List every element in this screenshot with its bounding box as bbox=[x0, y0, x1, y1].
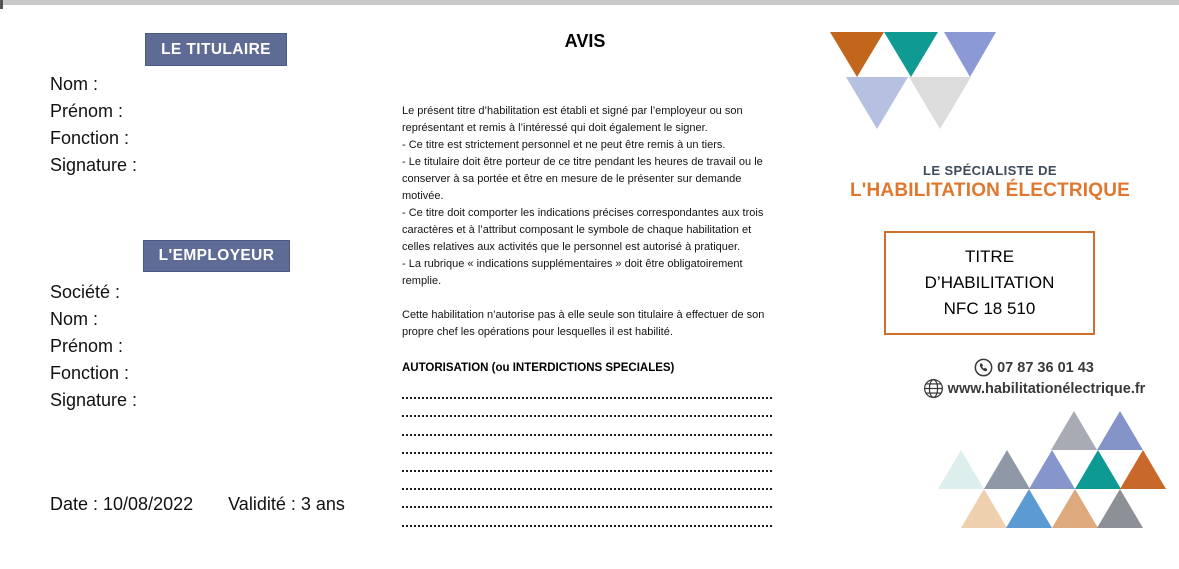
avis-paragraph: - Le titulaire doit être porteur de ce titre pendant les heures de travail ou le conserver à sa portée et être en mesure de le présenter sur demande motivée. bbox=[402, 156, 763, 202]
logo-triangle bbox=[1006, 489, 1052, 528]
holder-section-badge bbox=[145, 33, 287, 66]
avis-paragraph: - La rubrique « indications supplémentaires » doit être obligatoirement remplie. bbox=[402, 258, 743, 287]
employer-firstname-label: Prénom : bbox=[50, 336, 124, 356]
logo-triangle bbox=[1075, 450, 1121, 489]
logo-triangle bbox=[1052, 489, 1098, 528]
globe-icon bbox=[923, 378, 944, 399]
employer-signature-label: Signature : bbox=[50, 390, 138, 410]
holder-fields bbox=[50, 71, 137, 179]
logo-triangle bbox=[1120, 450, 1166, 489]
authorization-heading: AUTORISATION (ou INTERDICTIONS SPECIALES) bbox=[402, 362, 675, 374]
logo-triangle bbox=[884, 32, 938, 77]
holder-function-label: Fonction : bbox=[50, 128, 130, 148]
employer-name-label: Nom : bbox=[50, 309, 99, 329]
avis-paragraph: Le présent titre d’habilitation est établi et signé par l’employeur ou son représentant et remis à l’intéressé qui doit également le signer. bbox=[402, 105, 743, 134]
logo-triangle bbox=[1051, 411, 1097, 450]
avis-title: AVIS bbox=[564, 31, 606, 51]
logo-triangle bbox=[961, 489, 1007, 528]
employer-fields bbox=[50, 279, 137, 414]
logo-triangle bbox=[846, 77, 908, 129]
logo-triangle bbox=[909, 77, 971, 129]
title-box-line1: TITRE bbox=[964, 247, 1015, 266]
phone-row bbox=[903, 357, 1165, 378]
website-url: www.habilitationélectrique.fr bbox=[947, 380, 1146, 397]
logo-triangle bbox=[938, 450, 984, 489]
contact-block bbox=[903, 357, 1165, 399]
date-label: Date : 10/08/2022 bbox=[50, 494, 194, 514]
logo-triangle bbox=[1097, 489, 1143, 528]
dotted-line bbox=[402, 381, 772, 399]
holder-badge-label: LE TITULAIRE bbox=[161, 40, 271, 58]
validity-label: Validité : 3 ans bbox=[228, 494, 345, 514]
top-border-bar bbox=[0, 0, 1179, 5]
dotted-line bbox=[402, 436, 772, 454]
avis-paragraph: - Ce titre est strictement personnel et ne peut être remis à un tiers. bbox=[402, 139, 726, 151]
dotted-line bbox=[402, 508, 772, 526]
dotted-lines bbox=[402, 381, 772, 527]
dotted-line bbox=[402, 399, 772, 417]
holder-firstname-label: Prénom : bbox=[50, 101, 124, 121]
employer-section-badge bbox=[143, 240, 290, 272]
avis-closing-paragraph: Cette habilitation n’autorise pas à elle seule son titulaire à effectuer de son propre chef les opérations pour lesquelles il est habilité. bbox=[402, 309, 765, 338]
tagline-main: L'HABILITATION ÉLECTRIQUE bbox=[849, 180, 1131, 201]
holder-name-label: Nom : bbox=[50, 74, 99, 94]
title-box-line2: D’HABILITATION bbox=[924, 273, 1055, 292]
phone-icon bbox=[974, 358, 993, 377]
website-row bbox=[903, 378, 1165, 399]
logo-triangle bbox=[1097, 411, 1143, 450]
date-validity-row bbox=[50, 494, 345, 515]
avis-body bbox=[402, 103, 780, 341]
dotted-line bbox=[402, 417, 772, 435]
phone-number: 07 87 36 01 43 bbox=[997, 359, 1094, 376]
dotted-line bbox=[402, 454, 772, 472]
employer-badge-label: L'EMPLOYEUR bbox=[158, 247, 275, 264]
habilitation-title-box bbox=[884, 231, 1095, 335]
logo-triangle bbox=[1029, 450, 1075, 489]
corner-mark bbox=[0, 0, 3, 9]
logo-triangle bbox=[830, 32, 884, 77]
dotted-line bbox=[402, 472, 772, 490]
brand-tagline bbox=[840, 163, 1140, 202]
title-box-line3: NFC 18 510 bbox=[943, 299, 1036, 318]
logo-triangle bbox=[984, 450, 1030, 489]
tagline-top: LE SPÉCIALISTE DE bbox=[923, 163, 1057, 178]
employer-function-label: Fonction : bbox=[50, 363, 130, 383]
employer-company-label: Société : bbox=[50, 282, 121, 302]
logo-triangle bbox=[944, 32, 996, 77]
avis-paragraph: - Ce titre doit comporter les indications précises correspondantes aux trois caractères et à l’attribut composant le symbole de chaque habilitation et celles relatives aux activités que le personnel est autorisé à pratiquer. bbox=[402, 207, 764, 253]
dotted-line bbox=[402, 490, 772, 508]
holder-signature-label: Signature : bbox=[50, 155, 138, 175]
